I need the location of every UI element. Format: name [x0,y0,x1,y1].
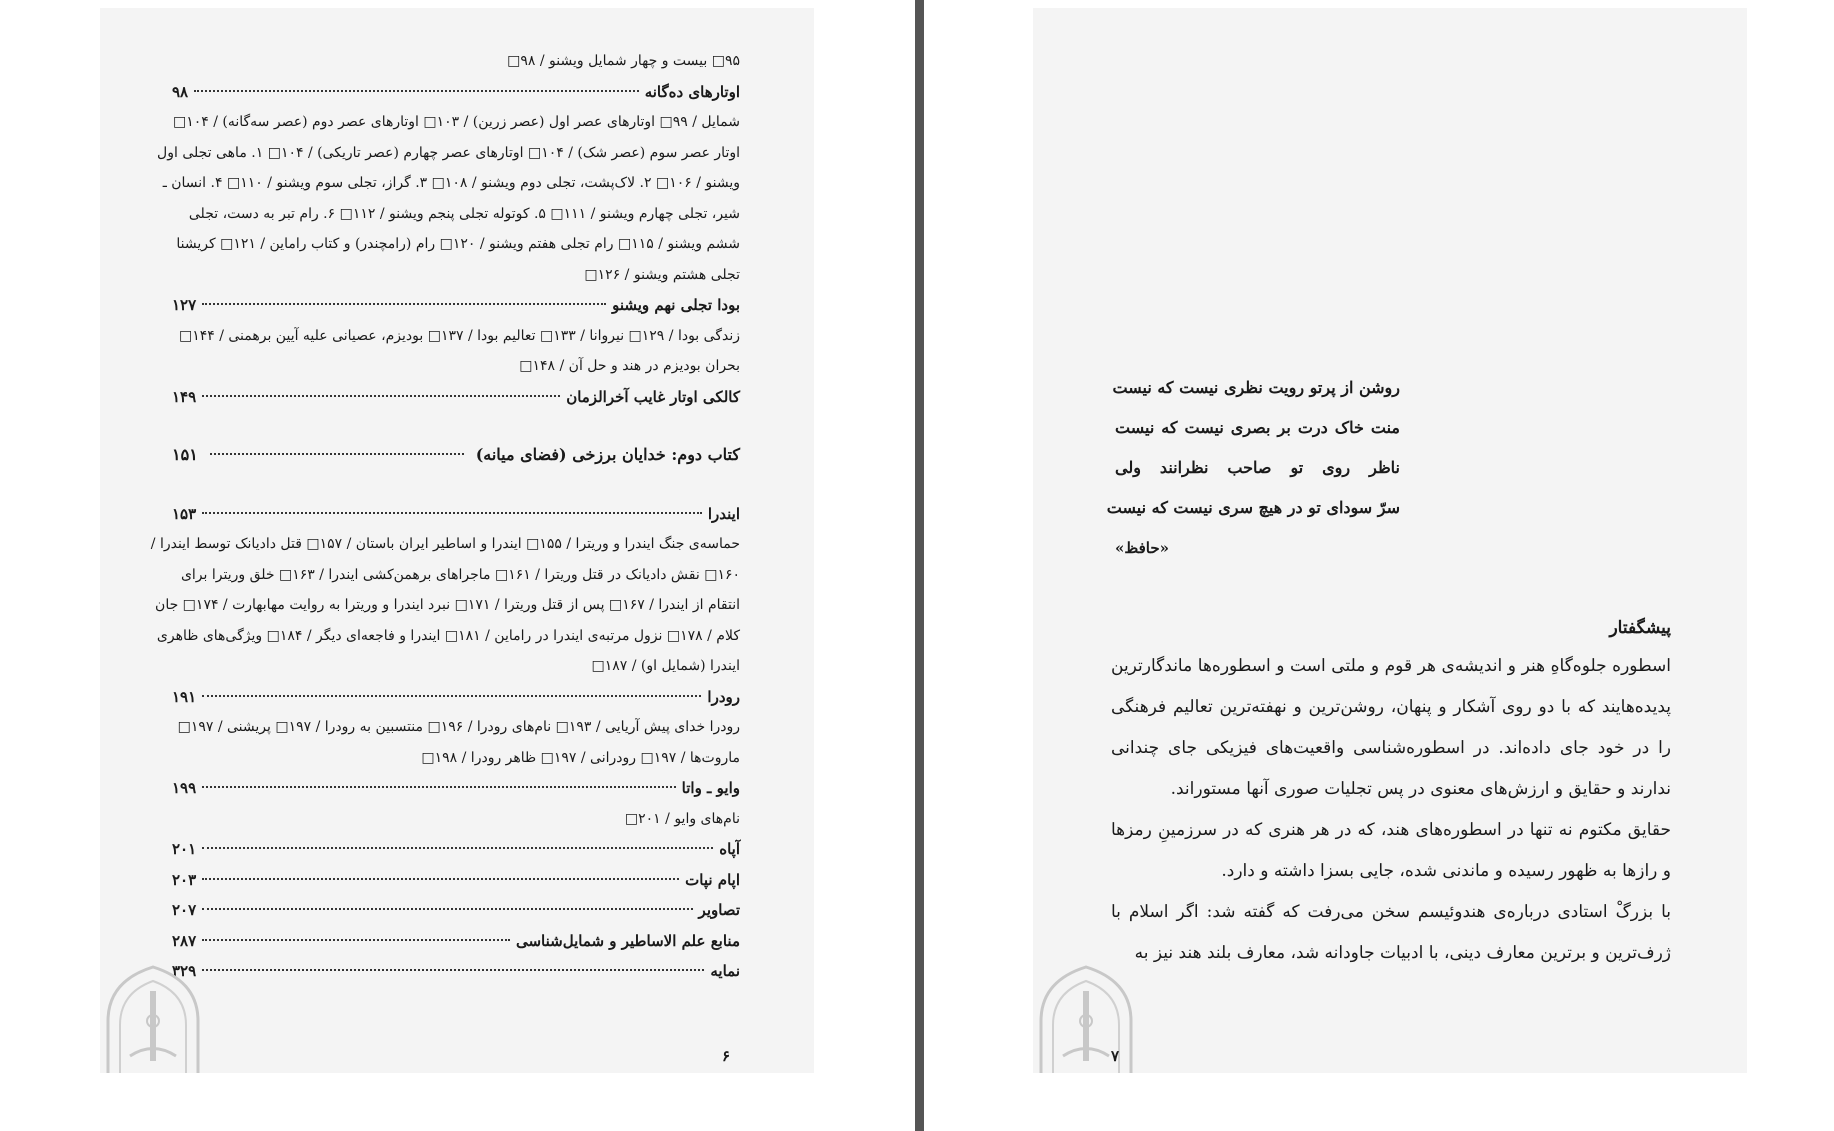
toc-entry [172,834,740,865]
toc-entry-title: منابع علم الاساطیر و شمایل‌شناسی [515,931,740,950]
toc-entry [172,499,740,530]
toc-subentries-line: کلام / ۱۷۸□ نزول مرتبه‌ی ایندرا در راماین / ۱۸۱□ ایندرا و فاجعه‌ای دیگر / ۱۸۴□ ویژگی‌های ظاهری [156,627,740,644]
toc-leader-dots [202,512,702,514]
toc-leader-dots [202,786,675,788]
toc-chapter-entry [172,440,740,471]
library-logo-watermark-icon [100,961,206,1073]
toc-entry-title: تصاویر [698,901,740,919]
toc-entry-title: ایندرا [707,504,740,523]
toc-entry-page: ۲۸۷ [172,931,197,950]
poem-line: روشن از پرتو رویت نظری نیست که نیست [1112,378,1400,397]
toc-entry [172,382,740,413]
toc-leader-dots [202,695,701,697]
toc-leader-dots [202,303,606,305]
toc-spacer [172,471,740,499]
toc-entry [172,956,740,987]
page-left [100,8,814,1073]
toc-subentries-line: انتقام از ایندرا / ۱۶۷□ پس از قتل وریترا / ۱۷۱□ نبرد ایندرا و وریترا به روایت مهابهارت / ۱۷۴□ جان [155,597,740,613]
toc-entry-title: وایو ـ واتا [681,779,740,797]
toc-entry [172,682,740,713]
preface-paragraph: با بزرگْ استادی درباره‌ی هندوئیسم سخن می‌رفت که گفته شد: اگر اسلام با ژرف‌ترین و برترین معارف دینی، با ادبیات جاودانه شد، معارف بلند هند نیز به [1111,902,1671,963]
toc-subentries-line: شمایل / ۹۹□ اوتارهای عصر اول (عصر زرین) / ۱۰۳□ اوتارهای عصر دوم (عصر سه‌گانه) / ۱۰۴□ [172,114,740,130]
toc-entry-page: ۳۲۹ [172,962,197,980]
toc-subentries-line: شیر، تجلی چهارم ویشنو / ۱۱۱□ ۵. کوتوله تجلی پنجم ویشنو / ۱۱۲□ ۶. رام تبر به دست، تجلی [188,205,740,222]
toc-leader-dots [202,969,704,971]
table-of-contents [150,46,740,987]
toc-entry-page: ۱۹۱ [172,687,197,706]
toc-entry-page: ۱۵۳ [172,504,197,523]
toc-leader-dots [202,908,692,910]
toc-entry [172,895,740,926]
poem-line: ناظر روی تو صاحب نظرانند ولی [1115,458,1400,477]
preface-heading: پیشگفتار [1609,618,1671,638]
toc-entry-title: بودا تجلی نهم ویشنو [612,296,740,314]
toc-leader-dots [202,395,560,397]
toc-subentries-line: ایندرا (شمایل او) / ۱۸۷□ [591,658,740,674]
preface-paragraph: اسطوره جلوه‌گاهِ هنر و اندیشه‌ی هر قوم و ملتی است و اسطوره‌ها ماندگارترین پدیده‌هایند که با دو روی آشکار و پنهان، روشن‌ترین و نهفته‌ترین تعالیم فرهنگی را در خود جای داده‌اند. در اسطوره‌شناسی واقعیت‌های فیزیکی جای چندانی ندارند و حقایق و ارزش‌های معنوی در پس تجلیات صوری آنها مستوراند. [1111,656,1671,799]
page-right [1033,8,1747,1073]
toc-subentries-line: اوتار عصر سوم (عصر شک) / ۱۰۴□ اوتارهای عصر چهارم (عصر تاریکی) / ۱۰۴□ ۱. ماهی تجلی اول [157,144,740,161]
toc-entry-page: ۱۲۷ [172,296,197,314]
toc-spacer [172,412,740,440]
toc-entry-title: کتاب دوم: خدایان برزخی (فضای میانه) [475,445,740,464]
toc-entry-page: ۱۵۱ [172,445,198,464]
toc-entry-page: ۲۰۱ [172,840,197,858]
page-number: ۷ [1111,1047,1120,1065]
toc-entry [172,290,740,321]
toc-entry-title: رودرا [707,687,740,706]
toc-leader-dots [202,847,713,849]
toc-leader-dots [194,90,639,92]
toc-subentries-line: بحران بودیزم در هند و حل آن / ۱۴۸□ [519,358,740,374]
toc-subentries-line: تجلی هشتم ویشنو / ۱۲۶□ [584,266,740,283]
toc-entry [172,77,740,108]
toc-subentries-line: ماروت‌ها / ۱۹۷□ رودرانی / ۱۹۷□ ظاهر رودرا / ۱۹۸□ [421,749,740,766]
toc-subentries-line: ۱۶۰□ نقش دادیانک در قتل وریترا / ۱۶۱□ ماجراهای برهمن‌کشی ایندرا / ۱۶۳□ خلق وریترا برای [180,566,740,583]
poem-line: منت خاک درت بر بصری نیست که نیست [1115,418,1400,437]
poem-line: سرّ سودای تو در هیچ سری نیست که نیست [1106,498,1400,517]
toc-entry-title: نمایه [710,962,740,980]
toc-subentries-line: ویشنو / ۱۰۶□ ۲. لاک‌پشت، تجلی دوم ویشنو / ۱۰۸□ ۳. گراز، تجلی سوم ویشنو / ۱۱۰□ ۴. انسان ـ [162,175,740,191]
toc-entry-page: ۱۴۹ [172,387,197,406]
library-logo-watermark-icon [1033,961,1139,1073]
toc-entry-page: ۱۹۹ [172,779,197,797]
preface [1111,610,1671,974]
toc-entry-page: ۲۰۷ [172,901,197,919]
toc-entry-title: اپام نپات [685,870,740,889]
preface-paragraph: حقایق مکتوم نه تنها در اسطوره‌های هند، که در هر هنری که در سرزمینِ رمزها و رازها به ظهور رسیده و ماندنی شده، جایی بسزا داشته و دارد. [1111,820,1671,881]
toc-subentries-line: حماسه‌ی جنگ ایندرا و وریترا / ۱۵۵□ ایندرا و اساطیر ایران باستان / ۱۵۷□ قتل دادیانک توسط ایندرا / [150,536,740,552]
toc-entry [172,773,740,804]
toc-entry-page: ۲۰۳ [172,870,197,889]
toc-entry-title: آپاه [719,840,740,858]
toc-entry-title: اوتارهای ده‌گانه [644,82,740,101]
toc-leader-dots [202,939,510,941]
toc-entry-title: کالکی اوتار غایب آخرالزمان [566,387,740,406]
toc-subentries-line: نام‌های وایو / ۲۰۱□ [624,810,740,827]
page-number: ۶ [722,1047,731,1065]
toc-entry [172,926,740,957]
page-divider [915,0,924,1131]
toc-leader-dots [210,453,464,455]
epigraph-poem [1106,368,1400,568]
toc-subentries-line: رودرا خدای پیش آریایی / ۱۹۳□ نام‌های رودرا / ۱۹۶□ منتسبین به رودرا / ۱۹۷□ پریشنی / ۱۹۷□ [177,719,740,735]
toc-subentries-line: زندگی بودا / ۱۲۹□ نیروانا / ۱۳۳□ تعالیم بودا / ۱۳۷□ بودیزم، عصیانی علیه آیین برهمنی / ۱۴۴□ [178,327,740,344]
toc-entry [172,865,740,896]
toc-subentries-line: ۹۵□ بیست و چهار شمایل ویشنو / ۹۸□ [507,53,740,69]
toc-leader-dots [202,878,679,880]
toc-entry-page: ۹۸ [172,82,189,101]
toc-subentries-line: ششم ویشنو / ۱۱۵□ رام تجلی هفتم ویشنو / ۱۲۰□ رام (رامچندر) و کتاب راماین / ۱۲۱□ کریشنا [176,236,740,252]
poem-author: «حافظ» [1115,539,1170,557]
